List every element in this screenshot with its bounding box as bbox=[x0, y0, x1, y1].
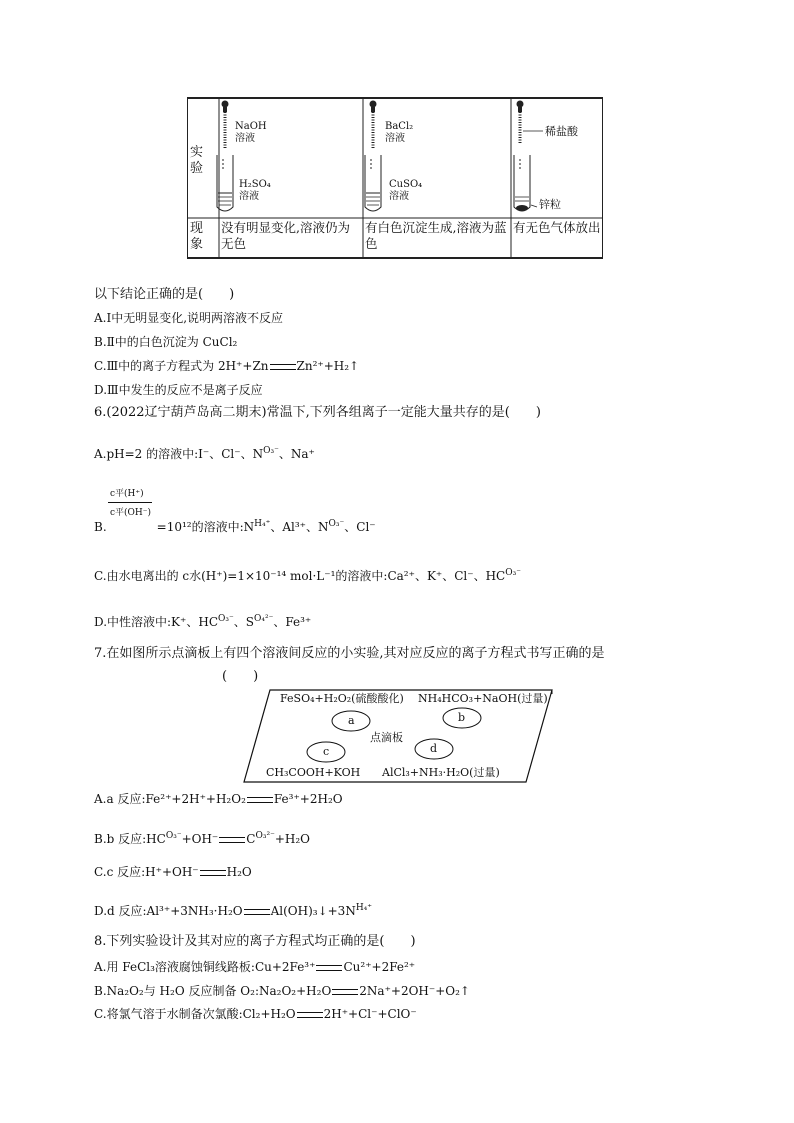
option-b: B.b 反应$:HC^{O_3^-}+OH^-$ $C^{O_3^{2-}}+H_2O$ bbox=[94, 831, 310, 846]
option-c: C.将氯气溶于水制备次氯酸:Cl₂+H₂O 2H⁺+Cl⁻+ClO⁻ bbox=[94, 1007, 417, 1021]
well-label-a: a bbox=[348, 714, 355, 727]
option-d: D.Ⅲ中发生的反应不是离子反应 bbox=[94, 383, 263, 397]
fraction-numerator: c平(H⁺) bbox=[110, 489, 144, 499]
well-label-b: b bbox=[458, 711, 466, 724]
reagent-label: 稀盐酸 bbox=[545, 125, 578, 138]
option-a: A.a 反应:Fe²⁺+2H⁺+H₂O₂ Fe³⁺+2H₂O bbox=[94, 792, 343, 806]
option-b: B. =10¹²的溶液中$:N^{H_4^+}$、Al³⁺、$N^{O_3^-}$、Cl⁻ bbox=[94, 519, 376, 534]
dropper-icon bbox=[222, 101, 229, 150]
dropper-icon bbox=[370, 101, 377, 150]
row-label-phenomenon: 现 象 bbox=[190, 221, 204, 252]
option-d: D.中性溶液中:K⁺、$HC^{O_3^-}$、$S^{O_4^{2-}}$、Fe³⁺ bbox=[94, 614, 312, 629]
question-stem: 6.(2022辽宁葫芦岛高二期末)常温下,下列各组离子一定能大量共存的是( ) bbox=[94, 405, 541, 420]
option-a: A.用 FeCl₃溶液腐蚀铜线路板:Cu+2Fe³⁺ Cu²⁺+2Fe²⁺ bbox=[94, 960, 416, 974]
option-c: C.Ⅲ中的离子方程式为 2H⁺+Zn Zn²⁺+H₂↑ bbox=[94, 359, 360, 373]
phenomenon-text: 有无色气体放出 bbox=[513, 220, 601, 235]
phenomenon-text: 有白色沉淀生成,溶液为蓝色 bbox=[365, 220, 507, 251]
fraction-denominator: c平(OH⁻) bbox=[110, 508, 152, 518]
answer-paren: ( ) bbox=[222, 669, 259, 684]
option-c: C.c 反应:H⁺+OH⁻ H₂O bbox=[94, 865, 252, 879]
option-b: B.Na₂O₂与 H₂O 反应制备 O₂:Na₂O₂+H₂O 2Na⁺+2OH⁻+O₂↑ bbox=[94, 984, 470, 998]
question-stem: 8.下列实验设计及其对应的离子方程式均正确的是( ) bbox=[94, 934, 416, 949]
option-b: B.Ⅱ中的白色沉淀为 CuCl₂ bbox=[94, 335, 238, 349]
experiment-table bbox=[187, 97, 603, 259]
spot-plate-diagram bbox=[242, 688, 554, 784]
option-d: D.d 反应:Al³⁺+3NH₃·H₂O $Al(OH)_3↓+3N^{H_4^+}$ bbox=[94, 903, 373, 918]
well-label-d: d bbox=[430, 742, 438, 755]
plate-label: CH₃COOH+KOH bbox=[266, 766, 361, 779]
plate-label: NH₄HCO₃+NaOH(过量) bbox=[418, 692, 548, 705]
plate-label: AlCl₃+NH₃·H₂O(过量) bbox=[382, 766, 500, 779]
plate-label: FeSO₄+H₂O₂(硫酸酸化) bbox=[280, 692, 404, 705]
reagent-label: NaOH 溶液 bbox=[235, 121, 267, 144]
dropper-icon bbox=[517, 101, 524, 144]
option-a: A.Ⅰ中无明显变化,说明两溶液不反应 bbox=[94, 311, 284, 325]
question-stem: 以下结论正确的是( ) bbox=[94, 287, 235, 302]
well-label-c: c bbox=[323, 745, 330, 758]
plate-label: 点滴板 bbox=[370, 731, 403, 744]
reagent-label: 锌粒 bbox=[539, 198, 561, 211]
test-tube-icon bbox=[365, 155, 381, 211]
test-tube-icon bbox=[514, 155, 530, 211]
question-stem: 7.在如图所示点滴板上有四个溶液间反应的小实验,其对应反应的离子方程式书写正确的是 bbox=[94, 646, 605, 661]
option-c: C.由水电离出的 c水(H⁺)=1×10⁻¹⁴ mol·L⁻¹的溶液中:Ca²⁺、K⁺、Cl⁻、$HC^{O_3^-}$ bbox=[94, 568, 521, 583]
option-a: A.pH=2 的溶液中:I⁻、Cl⁻、$N^{O_3^-}$、Na⁺ bbox=[94, 446, 315, 461]
reagent-label: CuSO₄ 溶液 bbox=[389, 179, 423, 202]
reagent-label: BaCl₂ 溶液 bbox=[385, 121, 414, 144]
phenomenon-text: 没有明显变化,溶液仍为无色 bbox=[221, 220, 350, 251]
fraction-bar bbox=[108, 502, 152, 503]
row-label-experiment: 实 验 bbox=[190, 145, 204, 176]
reagent-label: H₂SO₄ 溶液 bbox=[239, 179, 271, 202]
